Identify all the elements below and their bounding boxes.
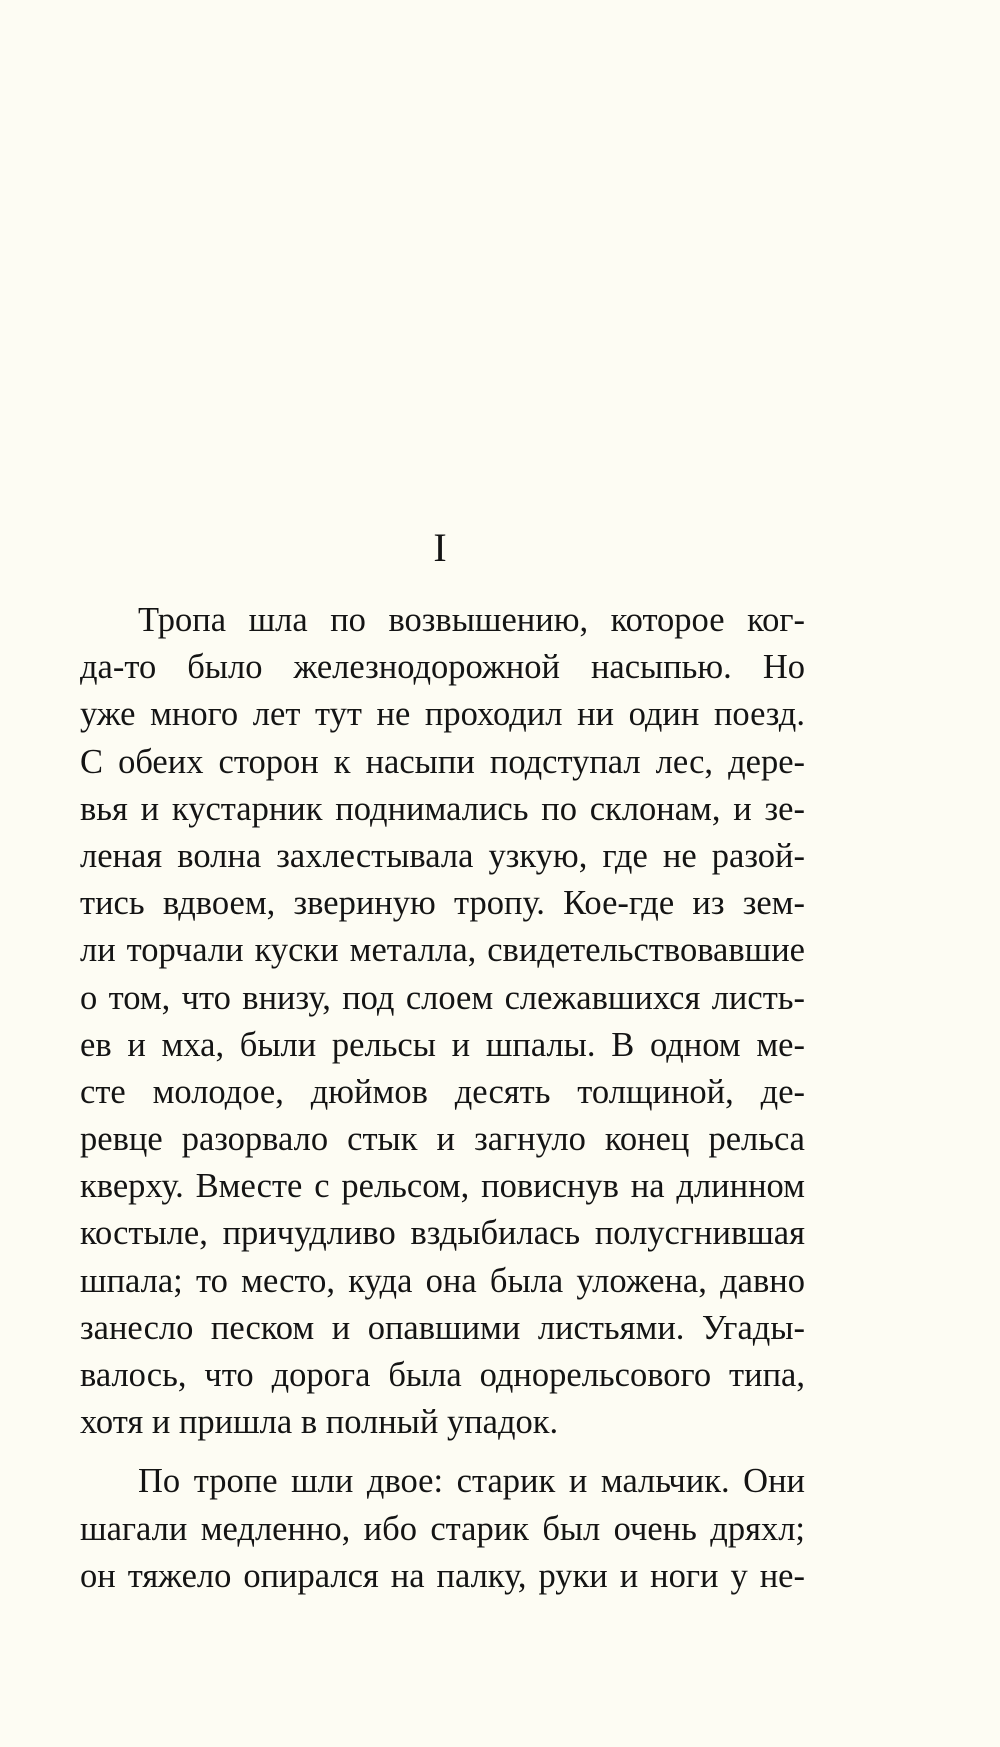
paragraph-1 [80,597,805,1446]
text-line: тись вдвоем, звериную тропу. Кое-где из зем- [80,884,805,923]
paragraph-2 [80,1458,805,1600]
text-line: хотя и пришла в полный упадок. [80,1403,559,1442]
paragraph-spacer [80,1446,805,1458]
text-line: шагали медленно, ибо старик был очень дряхл; [80,1509,805,1548]
text-line: леная волна захлестывала узкую, где не разой- [80,836,805,875]
body-text [80,597,805,1600]
text-line: да-то было железнодорожной насыпью. Но [80,648,805,687]
chapter-number: I [433,525,447,570]
text-line: он тяжело опирался на палку, руки и ноги у не- [80,1556,805,1595]
text-line: костыле, причудливо вздыбилась полусгнившая [80,1214,805,1253]
text-line: занесло песком и опавшими листьями. Угады- [80,1308,805,1347]
text-line: валось, что дорога была однорельсового типа, [80,1356,805,1394]
text-line: шпала; то место, куда она была уложена, давно [80,1261,805,1300]
text-line: По тропе шли двое: старик и мальчик. Они [138,1462,805,1501]
text-line: уже много лет тут не проходил ни один поезд. [80,695,805,734]
text-line: о том, что внизу, под слоем слежавшихся листь- [80,978,805,1017]
text-line: ревце разорвало стык и загнуло конец рельса [80,1120,805,1159]
text-line: ев и мха, были рельсы и шпалы. В одном ме- [80,1025,805,1064]
text-line: кверху. Вместе с рельсом, повиснув на длинном [80,1167,805,1206]
text-line: вья и кустарник поднимались по склонам, и зе- [80,789,805,828]
text-line: сте молодое, дюймов десять толщиной, де- [80,1072,805,1111]
text-line: ли торчали куски металла, свидетельствовавшие [80,931,805,970]
text-line: Тропа шла по возвышению, которое ког- [138,601,805,639]
text-line: С обеих сторон к насыпи подступал лес, дере- [80,742,805,781]
